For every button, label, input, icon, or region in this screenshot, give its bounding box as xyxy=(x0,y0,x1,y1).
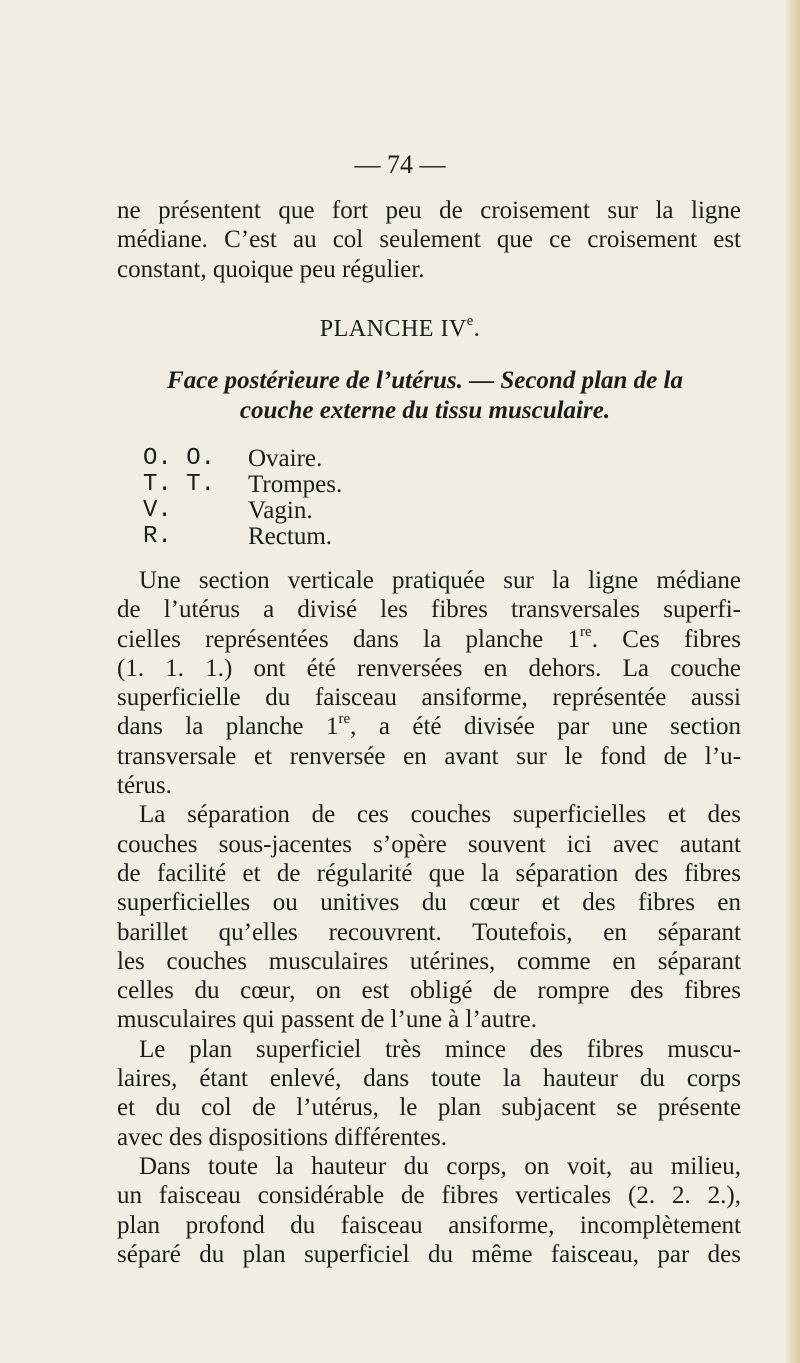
text-line: couches sous-jacentes s’opère souvent ici avec autant xyxy=(117,830,741,858)
plate-title-main: PLANCHE IV xyxy=(319,316,467,342)
text-line: térus. xyxy=(117,772,172,800)
legend-value: Trompes. xyxy=(248,471,343,498)
text-line: Dans toute la hauteur du corps, on voit, au milieu, xyxy=(139,1152,741,1180)
page-edge xyxy=(786,0,800,1363)
text-line: médiane. C’est au col seulement que ce croisement est xyxy=(117,226,741,254)
text-line: et du col de l’utérus, le plan subjacent se présente xyxy=(117,1094,741,1122)
caption-line: Face postérieure de l’utérus. — Second plan de la xyxy=(167,367,683,394)
text-line: les couches musculaires utérines, comme en séparant xyxy=(117,947,741,975)
plate-caption xyxy=(0,366,800,425)
text-line: transversale et renversée en avant sur le fond de l’u- xyxy=(117,742,741,770)
plate-legend xyxy=(143,446,342,550)
text-line: plan profond du faisceau ansiforme, incomplètement xyxy=(117,1211,741,1239)
text-line: de facilité et de régularité que la séparation des fibres xyxy=(117,859,741,887)
text-line: Le plan superficiel très mince des fibres muscu- xyxy=(139,1035,741,1063)
intro-paragraph xyxy=(117,196,741,284)
text-line: de l’utérus a divisé les fibres transversales superfi- xyxy=(117,596,741,624)
legend-value: Ovaire. xyxy=(248,445,323,472)
text-line: La séparation de ces couches superficielles et des xyxy=(139,801,741,829)
text-line: un faisceau considérable de fibres verticales (2. 2. 2.), xyxy=(117,1182,741,1210)
legend-key: O. O. xyxy=(143,445,216,472)
page-number: — 74 — xyxy=(354,150,446,179)
text-line xyxy=(117,625,741,654)
legend-row xyxy=(143,446,342,472)
text-fragment: . Ces fibres xyxy=(591,625,741,653)
text-fragment: cielles représentées dans la planche 1 xyxy=(117,625,581,653)
text-line xyxy=(117,712,741,741)
plate-title xyxy=(0,313,800,343)
caption-line: couche externe du tissu musculaire. xyxy=(239,396,611,424)
ordinal-sup: re xyxy=(338,711,351,728)
legend-key: T. T. xyxy=(143,471,216,498)
text-line: séparé du plan superficiel du même faisceau, par des xyxy=(117,1240,741,1268)
legend-key: V. xyxy=(143,497,172,524)
text-line: superficielle du faisceau ansiforme, représentée aussi xyxy=(117,684,741,712)
legend-row xyxy=(143,472,342,498)
text-fragment: dans la planche 1 xyxy=(117,713,339,741)
text-line: avec des dispositions différentes. xyxy=(117,1123,448,1151)
legend-value: Rectum. xyxy=(248,523,333,550)
legend-row xyxy=(143,498,342,524)
text-line: laires, étant enlevé, dans toute la hauteur du corps xyxy=(117,1065,741,1093)
text-line: ne présentent que fort peu de croisement sur la ligne xyxy=(117,197,741,224)
text-line: celles du cœur, on est obligé de rompre des fibres xyxy=(117,977,741,1005)
text-line: (1. 1. 1.) ont été renversées en dehors. La couche xyxy=(117,654,741,682)
text-line: musculaires qui passent de l’une à l’autre. xyxy=(117,1006,537,1034)
legend-value: Vagin. xyxy=(248,497,313,524)
text-line: Une section verticale pratiquée sur la ligne médiane xyxy=(139,567,741,594)
text-line: superficielles ou unitives du cœur et des fibres en xyxy=(117,889,741,917)
body-text xyxy=(117,566,741,1269)
ordinal-sup: re xyxy=(580,623,592,640)
plate-title-sup: e xyxy=(466,313,474,330)
text-fragment: , a été divisée par une section xyxy=(350,713,741,741)
legend-row xyxy=(143,524,342,550)
legend-key: R. xyxy=(143,523,172,550)
plate-title-end: . xyxy=(473,316,481,342)
text-line: barillet qu’elles recouvrent. Toutefois, en séparant xyxy=(117,918,741,946)
text-line: constant, quoique peu régulier. xyxy=(117,255,425,283)
